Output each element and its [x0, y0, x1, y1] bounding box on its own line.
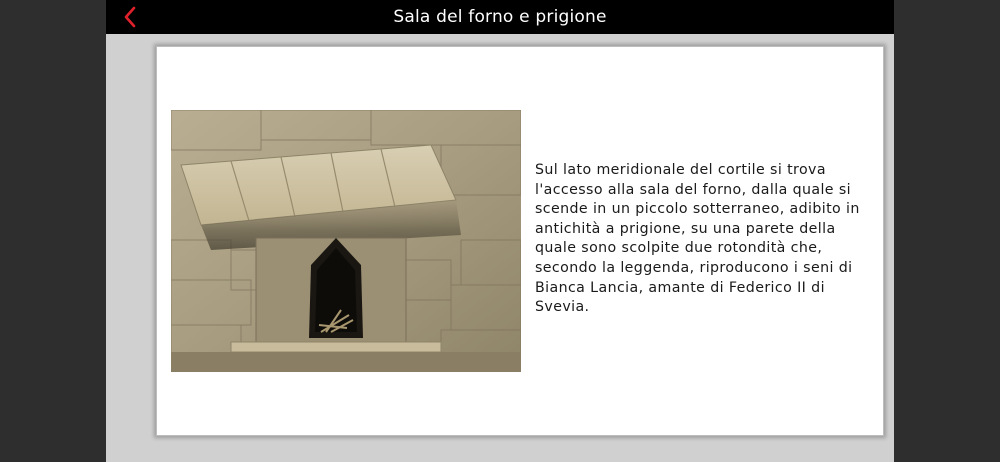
page-title: Sala del forno e prigione — [393, 7, 607, 27]
stone-oven-image — [171, 110, 521, 372]
app-window — [106, 0, 894, 462]
description-text: Sul lato meridionale del cortile si trova l'accesso alla sala del forno, dalla quale si scende in un piccolo sotterraneo, adibito in antichità a prigione, su una parete della quale sono scolpite due rotondità che, secondo la leggenda, riproducono i seni di Bianca Lancia, amante di Federico II di Svevia. — [535, 162, 860, 316]
content-card — [156, 46, 884, 436]
back-button[interactable] — [118, 4, 142, 30]
chevron-left-icon — [123, 5, 137, 29]
header-bar — [106, 0, 894, 34]
